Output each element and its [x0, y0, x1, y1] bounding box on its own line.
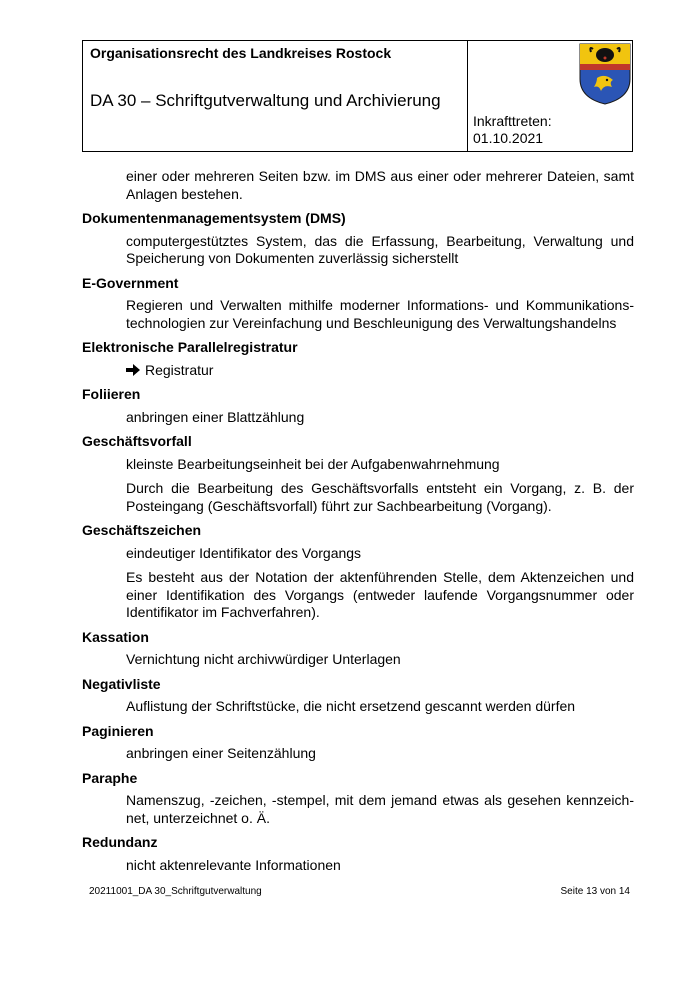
glossary-definition: Vernichtung nicht archivwürdiger Unterlagen	[126, 651, 401, 667]
glossary-term: Paraphe	[82, 769, 138, 786]
arrow-right-icon	[126, 364, 140, 376]
intro-text: einer oder mehreren Seiten bzw. im DMS aus einer oder mehrerer Dateien, samt Anlagen bestehen.	[126, 168, 634, 202]
glossary-definition: eindeutiger Identifikator des Vorgangs	[126, 544, 362, 561]
glossary-definition: Namenszug, -zeichen, -stempel, mit dem jemand etwas als gesehen kennzeich-net, unterzeichnet o. Ä.	[126, 792, 634, 826]
glossary-term: Dokumentenmanagementsystem (DMS)	[82, 210, 346, 226]
glossary-term: Foliieren	[82, 386, 141, 402]
header-title-cell	[83, 41, 468, 151]
header-meta-cell	[468, 41, 632, 151]
glossary-definition-reference	[126, 362, 634, 380]
glossary-term: E-Government	[82, 274, 179, 291]
glossary-definition: anbringen einer Blattzählung	[126, 408, 305, 425]
glossary-definition: Regieren und Verwalten mithilfe moderner Informations- und Kommunikations-technologien zur Vereinfachung und Beschleunigung des Verwaltungshandelns	[126, 297, 634, 331]
effective-date-block	[473, 113, 552, 147]
document-header	[82, 40, 633, 152]
glossary-definition-extra: Durch die Bearbeitung des Geschäftsvorfalls entsteht ein Vorgang, z. B. der Posteingang (Geschäftsvorfall) führt zur Sachbearbeitung (Vorgang).	[126, 480, 634, 514]
glossary-term: Redundanz	[82, 834, 158, 850]
glossary-definition: Auflistung der Schriftstücke, die nicht ersetzend gescannt werden dürfen	[126, 698, 576, 714]
coat-of-arms-icon	[579, 43, 631, 105]
effective-date: 01.10.2021	[473, 130, 544, 146]
footer-page-number: Seite 13 von 14	[560, 886, 630, 897]
glossary-content	[82, 168, 634, 881]
footer-file-name: 20211001_DA 30_Schriftgutverwaltung	[89, 886, 262, 897]
glossary-term: Negativliste	[82, 675, 161, 692]
glossary-term: Paginieren	[82, 722, 154, 739]
glossary-term: Kassation	[82, 628, 149, 645]
organization-title: Organisationsrecht des Landkreises Rostock	[90, 45, 392, 61]
glossary-term: Geschäftsvorfall	[82, 433, 192, 449]
glossary-term: Elektronische Parallelregistratur	[82, 339, 298, 355]
glossary-definition: nicht aktenrelevante Informationen	[126, 856, 341, 873]
glossary-definition: computergestütztes System, das die Erfassung, Bearbeitung, Verwaltung und Speicherung von Dokumenten zuverlässig sicherstellt	[126, 232, 634, 266]
glossary-definition-extra: Es besteht aus der Notation der aktenführenden Stelle, dem Aktenzeichen und einer Identifikation des Vorgangs (entweder laufende Vorgangsnummer oder Identifikator im Fachverfahren).	[126, 569, 634, 620]
document-title: DA 30 – Schriftgutverwaltung und Archivierung	[90, 91, 441, 110]
glossary-definition: anbringen einer Seitenzählung	[126, 745, 316, 761]
effective-label: Inkrafttreten:	[473, 113, 552, 129]
glossary-definition: kleinste Bearbeitungseinheit bei der Aufgabenwahrnehmung	[126, 455, 500, 472]
glossary-term: Geschäftszeichen	[82, 522, 202, 538]
reference-link: Registratur	[145, 361, 214, 378]
